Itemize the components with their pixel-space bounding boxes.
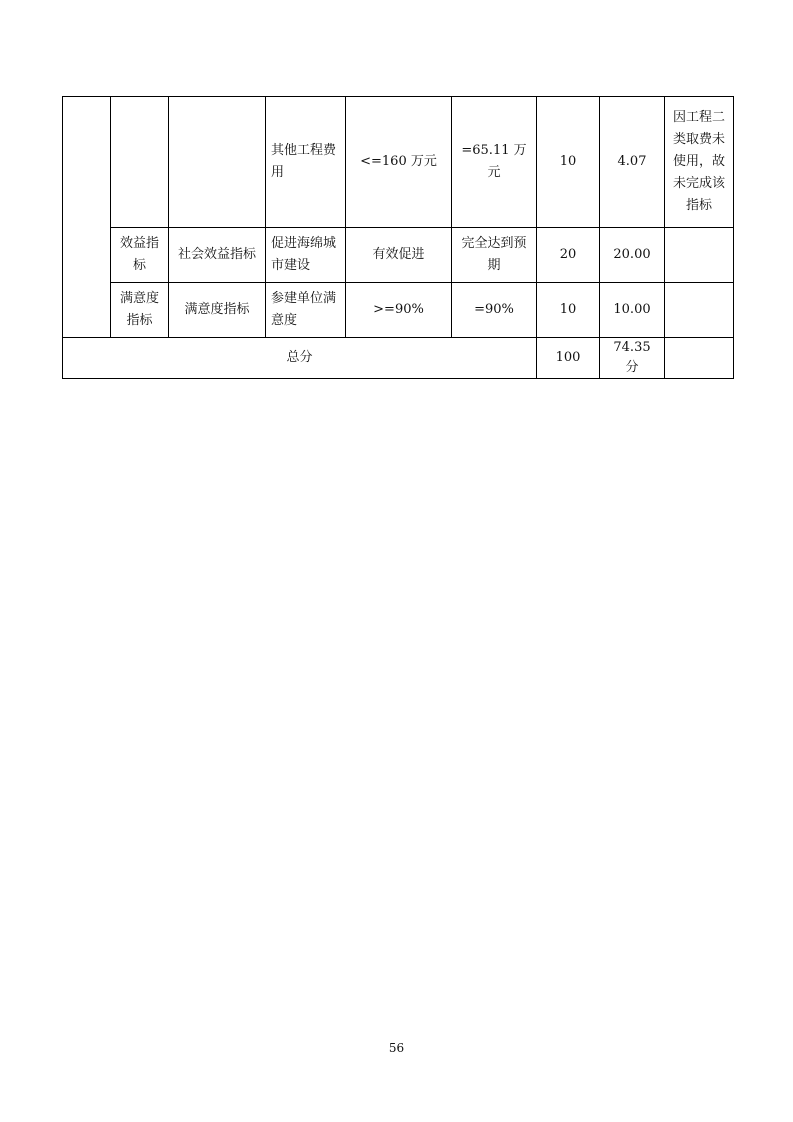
weight-cell: 10 — [537, 97, 600, 228]
score-cell: 4.07 — [600, 97, 665, 228]
total-label-cell: 总分 — [63, 338, 537, 379]
actual-value-cell: 完全达到预期 — [452, 228, 537, 283]
level2-indicator-cell: 效益指标 — [111, 228, 169, 283]
table-row — [63, 283, 734, 338]
level2-indicator-cell — [111, 97, 169, 228]
table-row — [63, 97, 734, 228]
indicator-name-cell: 其他工程费用 — [266, 97, 346, 228]
level3-indicator-cell — [169, 97, 266, 228]
actual-value-cell: =90% — [452, 283, 537, 338]
actual-value-cell: =65.11 万元 — [452, 97, 537, 228]
page-number: 56 — [388, 1041, 405, 1055]
level3-indicator-cell: 社会效益指标 — [169, 228, 266, 283]
total-note-cell — [665, 338, 734, 379]
total-weight-cell: 100 — [537, 338, 600, 379]
score-cell: 20.00 — [600, 228, 665, 283]
level2-indicator-cell: 满意度指标 — [111, 283, 169, 338]
weight-cell: 20 — [537, 228, 600, 283]
score-cell: 10.00 — [600, 283, 665, 338]
target-value-cell: <=160 万元 — [346, 97, 452, 228]
note-cell — [665, 228, 734, 283]
target-value-cell: 有效促进 — [346, 228, 452, 283]
target-value-cell: >=90% — [346, 283, 452, 338]
indicator-name-cell: 促进海绵城市建设 — [266, 228, 346, 283]
table-row — [63, 228, 734, 283]
note-cell — [665, 283, 734, 338]
performance-score-table — [62, 96, 734, 379]
weight-cell: 10 — [537, 283, 600, 338]
note-cell: 因工程二类取费未使用，故未完成该指标 — [665, 97, 734, 228]
level1-indicator-cell — [63, 97, 111, 338]
level3-indicator-cell: 满意度指标 — [169, 283, 266, 338]
total-row — [63, 338, 734, 379]
indicator-name-cell: 参建单位满意度 — [266, 283, 346, 338]
total-score-cell: 74.35 分 — [600, 338, 665, 379]
